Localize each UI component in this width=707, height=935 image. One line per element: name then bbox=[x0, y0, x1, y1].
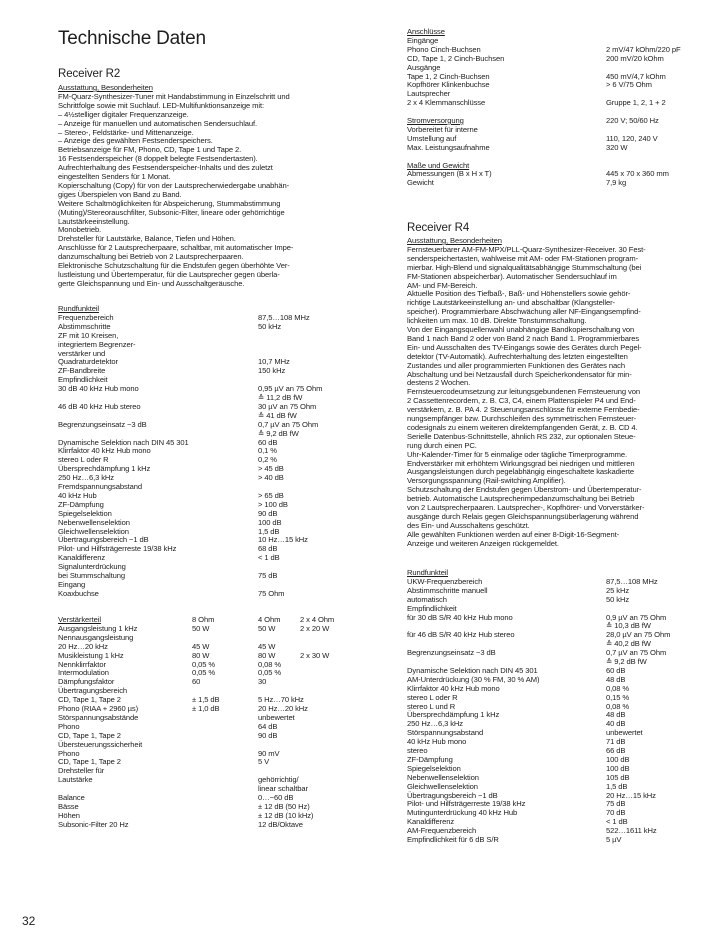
spec-label: ZF-Bandbreite bbox=[58, 366, 106, 376]
spec-value: ≙ 9,2 dB fW bbox=[606, 657, 647, 666]
spec-label: Ausgangsleistung 1 kHz bbox=[58, 623, 138, 633]
spec-label: Eingänge bbox=[407, 35, 439, 45]
spec-label: Phono bbox=[58, 748, 80, 758]
spec-value: 40 dB bbox=[606, 719, 626, 729]
spec-label: CD, Tape 1, 2 Cinch-Buchsen bbox=[407, 53, 505, 63]
spec-value: 0,05 % bbox=[192, 668, 216, 678]
spec-label: Gleichwellenselektion bbox=[58, 526, 129, 536]
paragraph-line: Aufrechterhaltung des Festsenderspeicher-Inhalts und des zuletzt bbox=[58, 163, 273, 173]
spec-label: Kopfhörer Klinkenbuchse bbox=[407, 80, 490, 90]
subheading: Rundfunkteil bbox=[58, 304, 100, 313]
paragraph-line: danzumschaltung bei Betrieb von 2 Lautsprecherpaaren. bbox=[58, 252, 244, 262]
spec-label: CD, Tape 1, Tape 2 bbox=[58, 730, 121, 740]
spec-value: ± 1,5 dB bbox=[192, 695, 220, 705]
spec-value: 0,2 % bbox=[258, 455, 277, 465]
spec-label: Abstimmschritte manuell bbox=[407, 585, 488, 595]
paragraph-line: Band 1 nach Band 2 oder von Band 2 nach Band 1. Programmierbares bbox=[407, 333, 640, 343]
subheading: Ausstattung, Besonderheiten bbox=[58, 83, 153, 92]
paragraph-line: ausgänge durch Relais gegen Gleichspannungsüberlagerung während bbox=[407, 511, 639, 521]
spec-value: 100 dB bbox=[606, 754, 630, 764]
spec-value: 64 dB bbox=[258, 721, 278, 731]
spec-value: 5 Hz…70 kHz bbox=[258, 695, 304, 705]
paragraph-line: Uhr-Kalender-Timer für 5 einmalige oder tägliche Timerprogramme. bbox=[407, 449, 627, 459]
paragraph-line: Aktuelle Position des Tiefbaß-, Baß- und Höhenstellers sowie gehör- bbox=[407, 289, 631, 299]
spec-label: bei Stummschaltung bbox=[58, 571, 125, 580]
spec-value: 90 dB bbox=[258, 508, 278, 518]
spec-label: Vorbereitet für interne bbox=[407, 124, 478, 134]
spec-label: stereo L oder R bbox=[58, 455, 109, 465]
spec-value: < 1 dB bbox=[606, 817, 628, 827]
spec-label: integriertem Begrenzer- bbox=[58, 339, 136, 349]
spec-label: stereo L oder R bbox=[407, 692, 458, 702]
spec-value: 2 x 4 Ohm bbox=[300, 615, 335, 624]
paragraph-line: speicher). Programmierbare Abschwächung aller NF-Eingangsempfind- bbox=[407, 307, 641, 317]
paragraph-line: Monobetrieb. bbox=[58, 225, 102, 235]
spec-label: Drehsteller für bbox=[58, 766, 105, 776]
spec-value: 0,05 % bbox=[192, 659, 216, 669]
paragraph-line: Ausgangsleistungen durch pegelabhängig eingeschaltete kaskadierte bbox=[407, 467, 634, 477]
spec-value: > 6 V/75 Ohm bbox=[606, 80, 652, 90]
spec-label: Klirrfaktor 40 kHz Hub mono bbox=[407, 683, 500, 693]
spec-value: 220 V; 50/60 Hz bbox=[606, 116, 659, 125]
spec-label: Übersprechdämpfung 1 kHz bbox=[58, 464, 151, 474]
spec-value: 75 dB bbox=[258, 571, 278, 580]
spec-label: Spiegelselektion bbox=[407, 763, 461, 773]
paragraph-line: Endverstärker mit erhöhtem Wirkungsgrad bei niedrigen und mittleren bbox=[407, 458, 635, 468]
subheading: Verstärkerteil bbox=[58, 615, 101, 624]
paragraph-line: Versorgungsspannung (Rail-switching Amplifier). bbox=[407, 476, 566, 486]
paragraph-line: Fernsteuerbarer AM-FM-MPX/PLL-Quarz-Synthesizer-Receiver. 30 Fest- bbox=[407, 244, 646, 254]
spec-value: < 1 dB bbox=[258, 553, 280, 563]
spec-value: 10,7 MHz bbox=[258, 357, 290, 367]
spec-value: 45 W bbox=[258, 641, 276, 651]
paragraph-line: Fernsteuercodeumsetzung zur leitungsgebundenen Fernsteuerung von bbox=[407, 387, 640, 397]
paragraph-line: Von der Eingangsquellenwahl unabhängige Bandkopierschaltung von bbox=[407, 325, 635, 334]
spec-label: 250 Hz…6,3 kHz bbox=[58, 473, 114, 483]
spec-label: Übertragungsbereich −1 dB bbox=[407, 790, 498, 800]
spec-value: ≙ 11,2 dB fW bbox=[258, 393, 303, 402]
paragraph-line: Lautstärkeeinstellung. bbox=[58, 216, 130, 226]
spec-value: 450 mV/4,7 kOhm bbox=[606, 71, 666, 81]
spec-value: 90 mV bbox=[258, 748, 280, 758]
paragraph-line: Zustandes und aller programmierten Funktionen des Gerätes nach bbox=[407, 360, 625, 370]
paragraph-line: lichkeiten um max. 10 dB. Direkte Tonstummschaltung. bbox=[407, 316, 587, 326]
spec-value: 50 kHz bbox=[258, 321, 282, 331]
spec-label: UKW-Frequenzbereich bbox=[407, 576, 483, 586]
spec-value: 68 dB bbox=[258, 544, 278, 554]
spec-label: Empfindlichkeit bbox=[407, 603, 457, 613]
spec-value: 0,15 % bbox=[606, 692, 630, 702]
spec-value: Gruppe 1, 2, 1 + 2 bbox=[606, 98, 666, 108]
spec-label: Abmessungen (B x H x T) bbox=[407, 169, 492, 179]
spec-label: Höhen bbox=[58, 810, 80, 820]
spec-value: unbewertet bbox=[606, 728, 643, 738]
spec-label: Subsonic-Filter 20 Hz bbox=[58, 819, 129, 829]
spec-value: gehörrichtig/ bbox=[258, 775, 299, 785]
spec-label: für 46 dB S/R 40 kHz Hub stereo bbox=[407, 630, 515, 640]
spec-value: ≙ 40,2 dB fW bbox=[606, 639, 651, 649]
spec-value: 30 bbox=[258, 677, 267, 687]
spec-label: Abstimmschritte bbox=[58, 321, 111, 331]
subheading: Ausstattung, Besonderheiten bbox=[407, 236, 502, 245]
page-number: 32 bbox=[22, 914, 36, 928]
spec-label: Gleichwellenselektion bbox=[407, 781, 478, 791]
spec-value: 0,95 µV an 75 Ohm bbox=[258, 384, 323, 394]
spec-value: 1,5 dB bbox=[258, 526, 280, 536]
spec-label: für 30 dB S/R 40 kHz Hub mono bbox=[407, 612, 513, 622]
spec-value: 5 V bbox=[258, 757, 270, 767]
spec-value: 4 Ohm bbox=[258, 615, 281, 624]
spec-label: 40 kHz Hub mono bbox=[407, 737, 467, 747]
spec-label: Dämpfungsfaktor bbox=[58, 677, 115, 687]
spec-label: stereo L und R bbox=[407, 701, 456, 711]
spec-value: 0,9 µV an 75 Ohm bbox=[606, 612, 667, 622]
spec-value: 12 dB/Oktave bbox=[258, 819, 303, 829]
spec-value: 87,5…108 MHz bbox=[258, 312, 310, 322]
spec-value: 1,5 dB bbox=[606, 781, 628, 791]
paragraph-line: Abschaltung und bei Netzausfall durch Speicherkondensator für min- bbox=[407, 369, 632, 379]
paragraph-line: giges Überspielen von Band zu Band. bbox=[58, 189, 182, 199]
paragraph-line: gerte Gleichspannung und Ein- und Ausschaltgeräusche. bbox=[58, 278, 245, 288]
paragraph-line: richtige Lautstärkeeinstellung an- und abschaltbar (Klangsteller- bbox=[407, 298, 615, 308]
spec-label: Frequenzbereich bbox=[58, 312, 114, 322]
spec-value: 150 kHz bbox=[258, 366, 286, 376]
spec-label: Empfindlichkeit für 6 dB S/R bbox=[407, 835, 499, 844]
spec-value: 8 Ohm bbox=[192, 615, 215, 624]
spec-label: Umstellung auf bbox=[407, 133, 457, 143]
spec-label: Balance bbox=[58, 793, 85, 802]
paragraph-line: FM-Quarz-Synthesizer-Tuner mit Handabstimmung in Einzelschritt und bbox=[58, 91, 290, 101]
spec-value: 70 dB bbox=[606, 808, 626, 818]
spec-value: 20 Hz…20 kHz bbox=[258, 704, 308, 713]
spec-value: 66 dB bbox=[606, 746, 626, 755]
spec-label: Pilot- und Hilfsträgerreste 19/38 kHz bbox=[58, 544, 177, 554]
spec-label: Übertragungsbereich −1 dB bbox=[58, 535, 149, 545]
spec-label: AM-Unterdrückung (30 % FM, 30 % AM) bbox=[407, 674, 540, 684]
spec-label: Störspannungsabstände bbox=[58, 712, 139, 722]
spec-label: Max. Leistungsaufnahme bbox=[407, 142, 490, 152]
spec-label: Übertragungsbereich bbox=[58, 686, 128, 696]
paragraph-line: senderspeichertasten, wahlweise mit AM- oder FM-Stationen program- bbox=[407, 253, 639, 263]
spec-label: Nebenwellenselektion bbox=[407, 772, 479, 782]
spec-label: 2 x 4 Klemmanschlüsse bbox=[407, 98, 486, 108]
section-title-r4: Receiver R4 bbox=[407, 222, 470, 234]
paragraph-line: Anzeige und weiteren Anzeigen rückgemeldet. bbox=[407, 538, 559, 548]
paragraph-line: 2 Cassettenrecordern, z. B. C3, C4, einem Plattenspieler P4 und End- bbox=[407, 396, 636, 406]
spec-label: 30 dB 40 kHz Hub mono bbox=[58, 384, 139, 394]
paragraph-line: Serielle Datenbus-Schnittstelle, ähnlich RS 232, zur optionalen Steue- bbox=[407, 431, 636, 441]
spec-label: Störspannungsabstand bbox=[407, 728, 484, 738]
spec-value: 7,9 kg bbox=[606, 178, 627, 188]
spec-label: 40 kHz Hub bbox=[58, 490, 97, 500]
spec-value: 5 µV bbox=[606, 835, 622, 844]
spec-label: Begrenzungseinsatz −3 dB bbox=[58, 419, 147, 429]
spec-label: Tape 1, 2 Cinch-Buchsen bbox=[407, 71, 490, 81]
spec-value: 80 W bbox=[258, 650, 276, 660]
paragraph-line: Drehsteller für Lautstärke, Balance, Tiefen und Höhen. bbox=[58, 234, 236, 244]
paragraph-line: Elektronische Schutzschaltung für die Endstufen gegen überhöhte Ver- bbox=[58, 261, 290, 270]
spec-label: stereo bbox=[407, 746, 428, 755]
spec-label: Fremdspannungsabstand bbox=[58, 482, 143, 491]
spec-value: 30 µV an 75 Ohm bbox=[258, 401, 317, 411]
spec-label: Pilot- und Hilfsträgerreste 19/38 kHz bbox=[407, 799, 526, 809]
spec-value: ± 12 dB (50 Hz) bbox=[258, 801, 310, 811]
spec-value: > 40 dB bbox=[258, 473, 284, 483]
paragraph-line: betrieb. Automatische Lautsprecherimpedanzumschaltung bei Betrieb bbox=[407, 494, 635, 504]
spec-value: ± 1,0 dB bbox=[192, 704, 220, 713]
spec-label: CD, Tape 1, Tape 2 bbox=[58, 695, 121, 705]
spec-value: 71 dB bbox=[606, 737, 626, 747]
paragraph-line: Kopierschaltung (Copy) für von der Lautsprecherwiedergabe unabhän- bbox=[58, 180, 290, 190]
paragraph-line: detektor (TV-Automatik). Aufrechterhaltung des letzten eingestellten bbox=[407, 351, 628, 361]
spec-value: 2 x 30 W bbox=[300, 650, 330, 660]
spec-label: Nennklirrfaktor bbox=[58, 659, 106, 669]
spec-value: 75 Ohm bbox=[258, 588, 285, 598]
spec-value: 10 Hz…15 kHz bbox=[258, 535, 308, 545]
paragraph-line: eingestellten Senders für 1 Monat. bbox=[58, 172, 171, 181]
spec-value: 445 x 70 x 360 mm bbox=[606, 169, 669, 179]
spec-value: 200 mV/20 kOhm bbox=[606, 53, 664, 63]
spec-value: ≙ 9,2 dB fW bbox=[258, 428, 299, 438]
spec-label: Kanaldifferenz bbox=[407, 817, 455, 827]
paragraph-line: rung durch einen PC. bbox=[407, 440, 477, 450]
paragraph-line: von 2 Lautsprecherpaaren. Lautsprecher-, Kopfhörer- und Vorverstärker- bbox=[407, 503, 645, 512]
spec-label: Empfindlichkeit bbox=[58, 375, 108, 385]
spec-value: 50 kHz bbox=[606, 594, 630, 604]
spec-value: linear schaltbar bbox=[258, 784, 308, 794]
spec-value: 60 bbox=[192, 677, 201, 687]
subheading: Anschlüsse bbox=[407, 27, 445, 36]
spec-value: ≙ 41 dB fW bbox=[258, 410, 297, 420]
spec-value: 90 dB bbox=[258, 730, 278, 740]
paragraph-line: mierbar. High-Blend und signalqualitätsabhängige Stummschaltung (bei bbox=[407, 262, 642, 272]
spec-label: ZF-Dämpfung bbox=[58, 499, 104, 509]
spec-value: 50 W bbox=[258, 623, 276, 633]
spec-value: ± 12 dB (10 kHz) bbox=[258, 810, 314, 820]
page-title: Technische Daten bbox=[58, 28, 206, 49]
spec-value: 0,1 % bbox=[258, 446, 277, 456]
spec-label: Übersprechdämpfung 1 kHz bbox=[407, 710, 500, 720]
spec-value: 0,08 % bbox=[606, 701, 630, 711]
spec-value: 60 dB bbox=[606, 665, 626, 675]
spec-label: Nennausgangsleistung bbox=[58, 632, 134, 642]
spec-label: Übersteuerungssicherheit bbox=[58, 739, 143, 749]
spec-label: 46 dB 40 kHz Hub stereo bbox=[58, 401, 141, 411]
paragraph-line: lustleistung und Übertemperatur, für die Lautsprecher gegen überla- bbox=[58, 269, 280, 279]
spec-label: Phono (RIAA + 2960 µs) bbox=[58, 704, 139, 713]
spec-label: Dynamische Selektion nach DIN 45 301 bbox=[407, 665, 538, 675]
spec-value: 522…1611 kHz bbox=[606, 826, 657, 836]
spec-value: 75 dB bbox=[606, 799, 626, 809]
paragraph-line: Schutzschaltung der Endstufen gegen Überstrom- und Übertemperatur- bbox=[407, 485, 642, 495]
paragraph-line: – Anzeige für manuellen und automatischen Sendersuchlauf. bbox=[58, 118, 258, 128]
spec-value: 48 dB bbox=[606, 674, 626, 684]
spec-value: 2 mV/47 kOhm/220 pF bbox=[606, 44, 681, 54]
spec-label: Ausgänge bbox=[407, 62, 441, 72]
spec-label: Bässe bbox=[58, 801, 79, 811]
spec-value: 60 dB bbox=[258, 437, 278, 447]
paragraph-line: AM- und FM-Bereich. bbox=[407, 280, 478, 290]
spec-value: 0,05 % bbox=[258, 668, 282, 678]
spec-value: 0,7 µV an 75 Ohm bbox=[606, 648, 667, 658]
spec-value: unbewertet bbox=[258, 712, 295, 722]
spec-value: 320 W bbox=[606, 142, 628, 152]
spec-value: 0…−60 dB bbox=[258, 793, 294, 802]
spec-label: Dynamische Selektion nach DIN 45 301 bbox=[58, 437, 189, 447]
paragraph-line: (Muting)/Stereorauschfilter, Subsonic-Filter, lineare oder gehörrichtige bbox=[58, 207, 285, 217]
spec-label: Musikleistung 1 kHz bbox=[58, 650, 124, 660]
spec-label: ZF mit 10 Kreisen, bbox=[58, 330, 119, 340]
subheading: Maße und Gewicht bbox=[407, 160, 470, 170]
spec-label: 250 Hz…6,3 kHz bbox=[407, 719, 463, 729]
section-title-r2: Receiver R2 bbox=[58, 68, 121, 80]
spec-value: 2 x 20 W bbox=[300, 623, 330, 633]
spec-label: AM-Frequenzbereich bbox=[407, 826, 477, 836]
spec-value: 87,5…108 MHz bbox=[606, 576, 658, 586]
spec-label: Signalunterdrückung bbox=[58, 562, 126, 572]
paragraph-line: destens 2 Wochen. bbox=[407, 378, 471, 388]
spec-value: 28,0 µV an 75 Ohm bbox=[606, 630, 671, 640]
paragraph-line: – 4½stelliger digitaler Frequenzanzeige. bbox=[58, 109, 189, 119]
spec-value: 110, 120, 240 V bbox=[606, 133, 658, 143]
paragraph-line: verstärkern, z. B. PA 4. 2 Steuerungsanschlüsse für externe Fernbedie- bbox=[407, 405, 640, 415]
spec-value: 48 dB bbox=[606, 710, 626, 720]
paragraph-line: Betriebsanzeige für FM, Phono, CD, Tape 1 und Tape 2. bbox=[58, 145, 242, 155]
spec-label: Quadraturdetektor bbox=[58, 357, 118, 367]
spec-value: 25 kHz bbox=[606, 585, 630, 595]
spec-value: ≙ 10,3 dB fW bbox=[606, 621, 651, 631]
spec-label: Intermodulation bbox=[58, 668, 109, 678]
spec-label: ZF-Dämpfung bbox=[407, 754, 453, 764]
spec-label: verstärker und bbox=[58, 348, 106, 358]
spec-value: 100 dB bbox=[606, 763, 630, 773]
spec-label: Lautstärke bbox=[58, 775, 93, 785]
paragraph-line: – Stereo-, Feldstärke- und Mittenanzeige. bbox=[58, 127, 194, 137]
spec-label: Koaxbuchse bbox=[58, 588, 99, 598]
paragraph-line: 16 Festsenderspeicher (8 doppelt belegte Festsendertasten). bbox=[58, 154, 258, 164]
spec-value: 0,7 µV an 75 Ohm bbox=[258, 419, 319, 429]
spec-label: Phono Cinch-Buchsen bbox=[407, 44, 481, 54]
spec-label: Phono bbox=[58, 721, 80, 731]
spec-label: Eingang bbox=[58, 579, 86, 589]
spec-value: 0,08 % bbox=[258, 659, 282, 669]
paragraph-line: – Anzeige des gewählten Festsenderspeichers. bbox=[58, 136, 213, 146]
spec-value: 20 Hz…15 kHz bbox=[606, 790, 656, 800]
subheading: Stromversorgung bbox=[407, 116, 464, 125]
paragraph-line: Schrittfolge sowie mit Suchlauf. LED-Multifunktionsanzeige mit: bbox=[58, 100, 264, 110]
paragraph-line: codesignals zu einem weiteren direktempfangenden Gerät, z. B. CD 4. bbox=[407, 422, 638, 432]
subheading: Rundfunkteil bbox=[407, 568, 449, 577]
paragraph-line: FM-Stationen abspeicherbar). Automatischer Sendersuchlauf im bbox=[407, 271, 617, 281]
spec-label: Klirrfaktor 40 kHz Hub mono bbox=[58, 446, 151, 456]
spec-value: 100 dB bbox=[258, 517, 282, 527]
paragraph-line: Ein- und Ausschalten des TV-Eingangs sowie des Gerätes durch Pegel- bbox=[407, 342, 642, 352]
spec-value: 80 W bbox=[192, 650, 210, 660]
spec-label: Kanaldifferenz bbox=[58, 553, 106, 563]
spec-label: Gewicht bbox=[407, 178, 434, 188]
spec-label: Mutingunterdrückung 40 kHz Hub bbox=[407, 808, 518, 818]
paragraph-line: Anschlüsse für 2 Lautsprecherpaare, schaltbar, mit automatischer Impe- bbox=[58, 243, 294, 253]
spec-value: > 45 dB bbox=[258, 464, 284, 474]
spec-label: CD, Tape 1, Tape 2 bbox=[58, 757, 121, 767]
spec-value: 50 W bbox=[192, 623, 210, 633]
paragraph-line: des Ein- und Ausschaltens geschützt. bbox=[407, 520, 530, 530]
spec-value: > 65 dB bbox=[258, 490, 284, 500]
spec-value: 0,08 % bbox=[606, 683, 630, 693]
spec-value: 105 dB bbox=[606, 772, 630, 782]
spec-label: Nebenwellenselektion bbox=[58, 517, 130, 527]
paragraph-line: Alle gewählten Funktionen werden auf einer 8-Digit-16-Segment- bbox=[407, 529, 620, 539]
paragraph-line: nungsempfänger bzw. Durchschleifen des symmetrischen Fernsteuer- bbox=[407, 414, 637, 423]
spec-value: > 100 dB bbox=[258, 499, 288, 509]
spec-label: Spiegelselektion bbox=[58, 508, 112, 518]
spec-label: automatisch bbox=[407, 594, 447, 604]
spec-label: Lautsprecher bbox=[407, 89, 451, 99]
paragraph-line: Weitere Schaltmöglichkeiten für Abspeicherung, Stummabstimmung bbox=[58, 198, 281, 208]
spec-value: 45 W bbox=[192, 641, 210, 651]
spec-label: 20 Hz…20 kHz bbox=[58, 641, 108, 651]
spec-label: Begrenzungseinsatz −3 dB bbox=[407, 648, 496, 658]
